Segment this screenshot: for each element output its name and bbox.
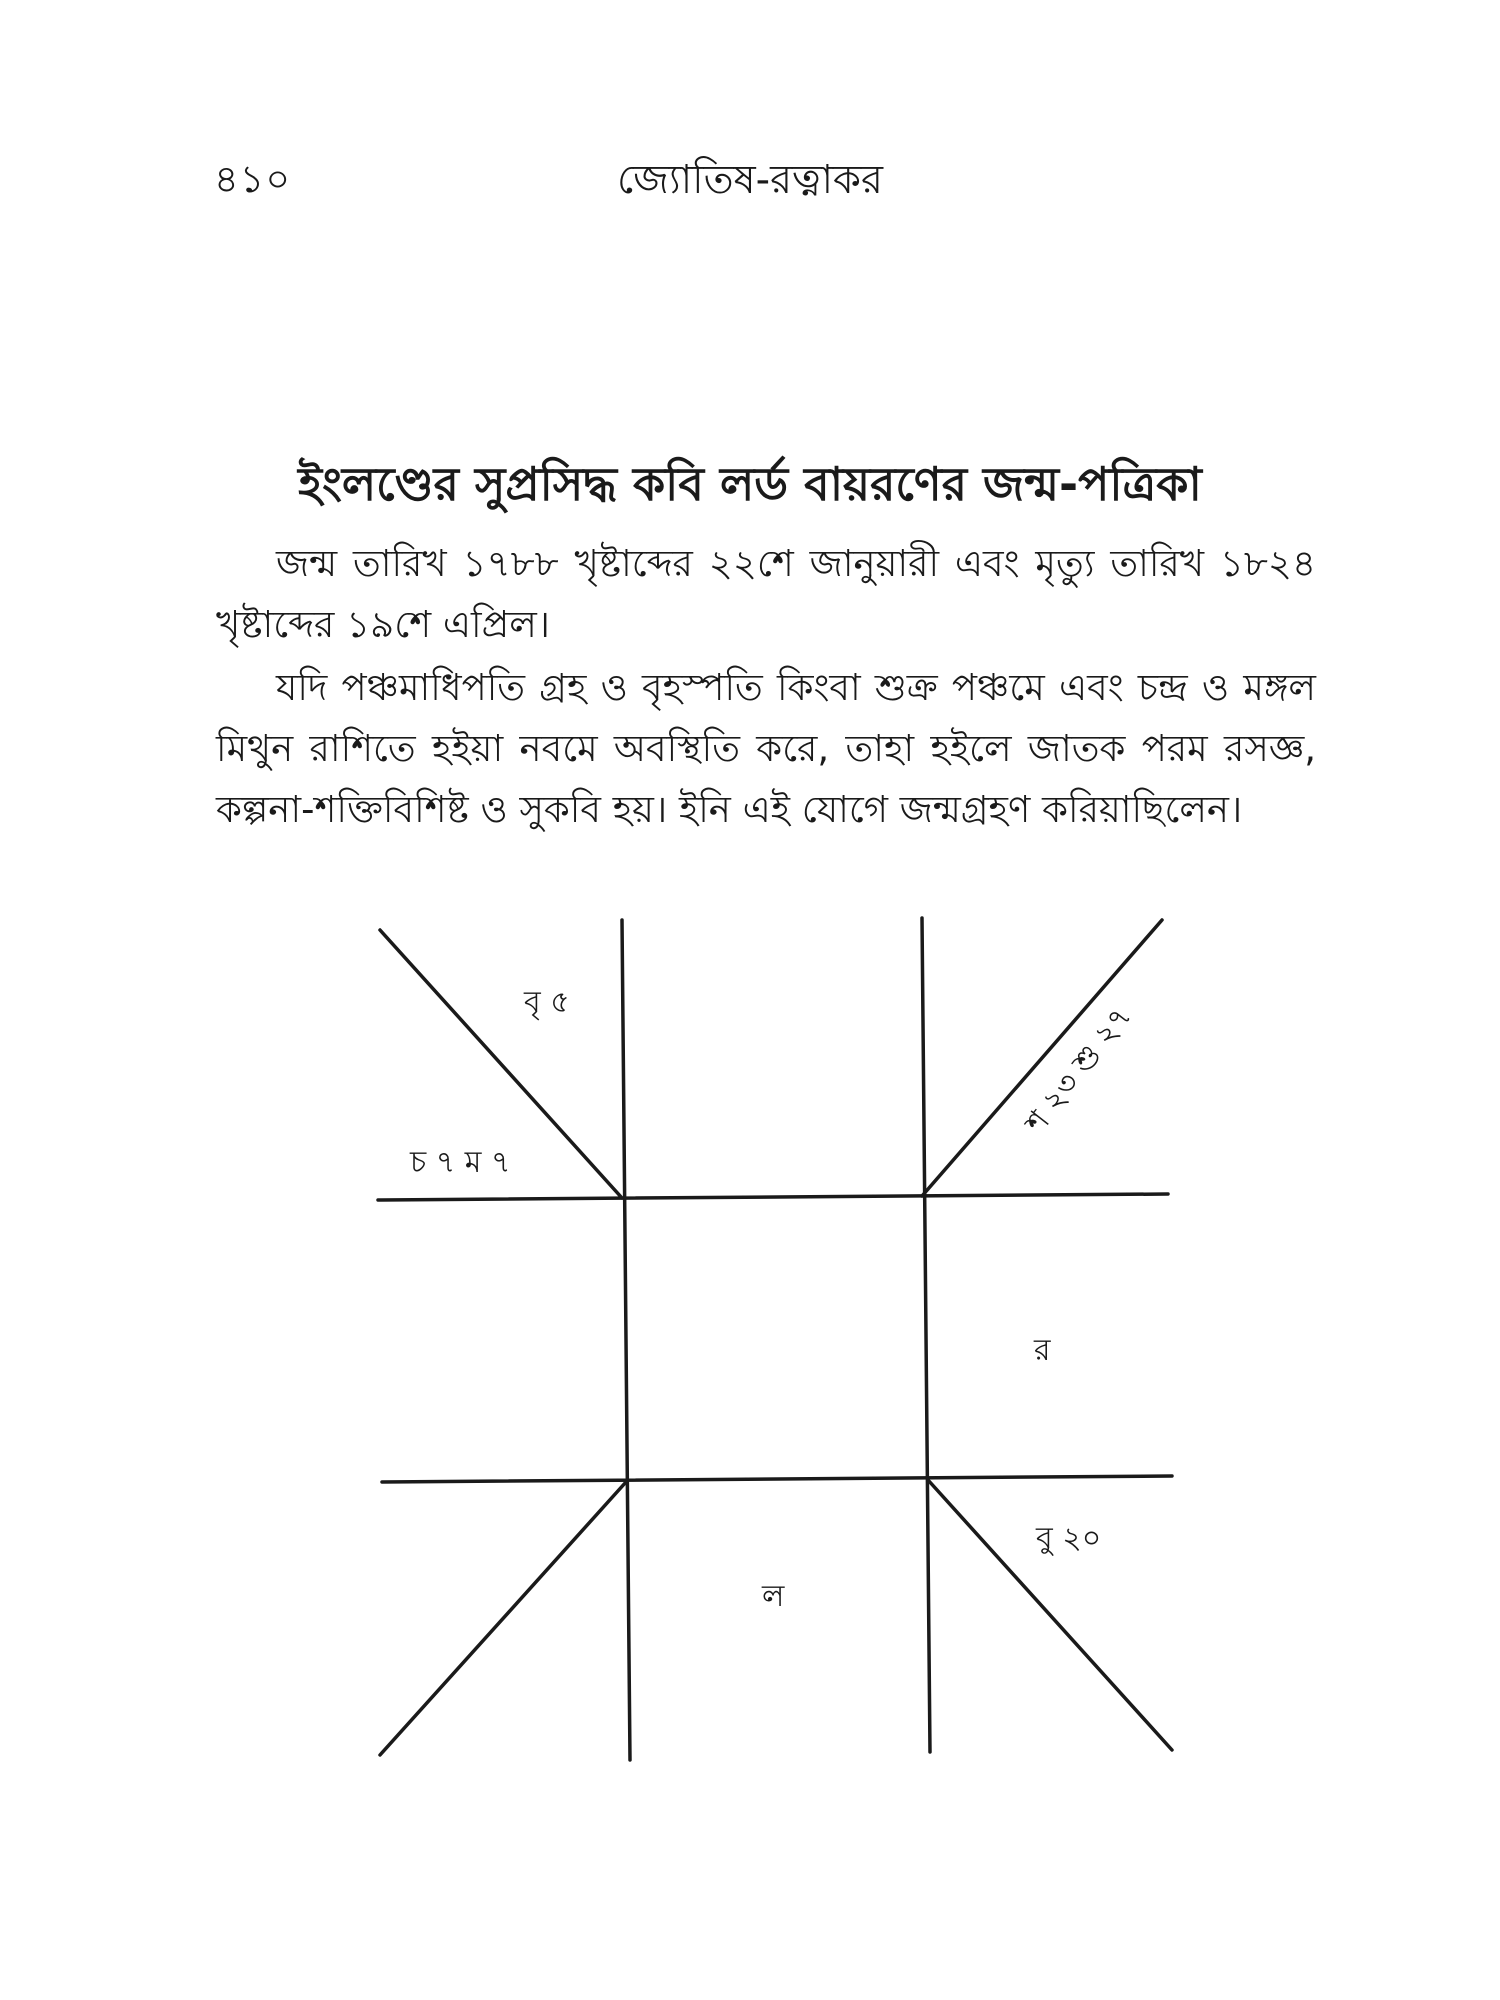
chart-line-vertical-left [622,920,630,1760]
chart-line-horizontal-bottom [382,1476,1172,1482]
chart-line-vertical-right [922,918,930,1752]
chart-line-diagonal-top-right [922,920,1162,1196]
paragraph-text: জন্ম তারিখ ১৭৮৮ খৃষ্টাব্দের ২২শে জানুয়ারী এবং মৃত্যু তারিখ ১৮২৪ খৃষ্টাব্দের ১৯শে এপ্রিল। [216,542,1316,646]
paragraph-text: যদি পঞ্চমাধিপতি গ্রহ ও বৃহস্পতি কিংবা শুক্র পঞ্চমে এবং চন্দ্র ও মঙ্গল মিথুন রাশিতে হইয়া নবমে অবস্থিতি করে, তাহা হইলে জাতক পরম রসজ্ঞ, কল্পনা-শক্তিবিশিষ্ট ও সুকবি হয়। ইনি এই যোগে জন্মগ্রহণ করিয়াছিলেন। [216,666,1316,831]
chart-line-horizontal-top [378,1194,1168,1200]
running-title: জ্যোতিষ-রত্নাকর [616,157,884,203]
chart-label-top-right: শ ২৩ শু ২৭ [1018,1000,1139,1140]
chart-line-diagonal-bottom-left [380,1482,626,1755]
chart-label-top-left: বৃ ৫ [524,985,570,1020]
chart-label-left-upper: চ ৭ ম ৭ [410,1145,511,1180]
page-number: ৪১০ [214,157,292,201]
chart-label-bottom-center: ল [762,1579,785,1614]
chart-label-bottom-right: বু ২০ [1036,1521,1102,1556]
section-title: ইংলণ্ডের সুপ্রসিদ্ধ কবি লর্ড বায়রণের জন্ম-পত্রিকা [298,457,1202,511]
chart-label-right-middle: র [1034,1333,1051,1368]
